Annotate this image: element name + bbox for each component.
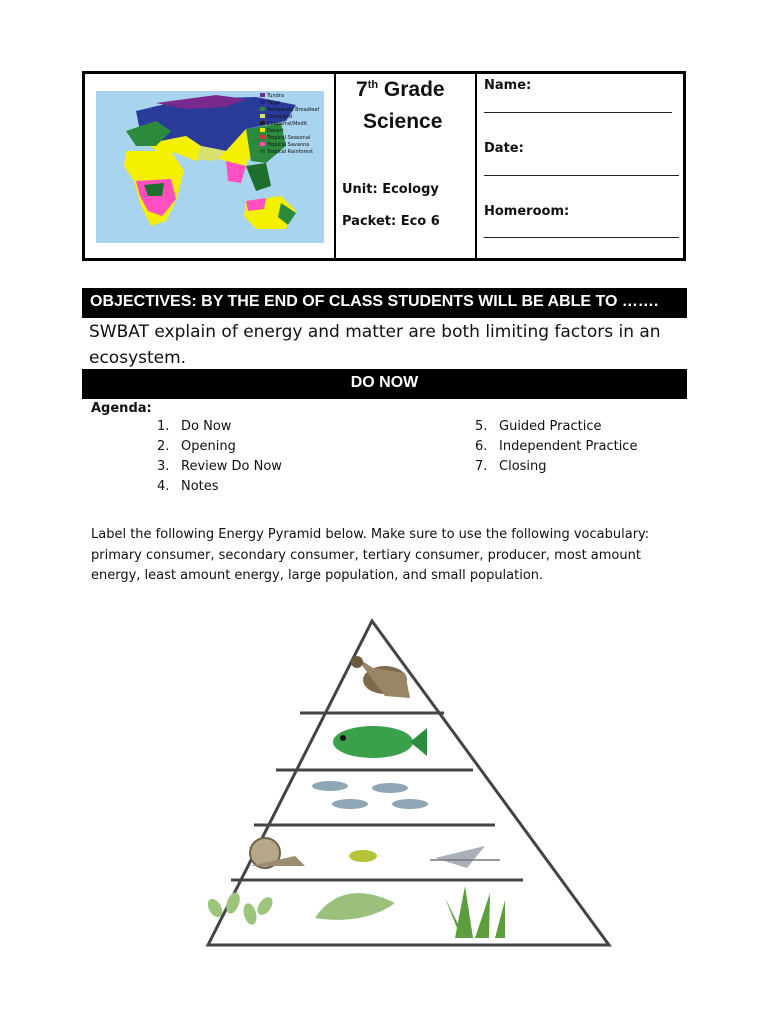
grade-title: 7th Grade	[356, 78, 445, 101]
subject-title: Science	[363, 110, 443, 133]
objective-text: SWBAT explain of energy and matter are both limiting factors in an ecosystem.	[89, 322, 661, 368]
homeroom-field[interactable]	[484, 237, 679, 238]
agenda-item: 4. Notes	[157, 479, 219, 494]
svg-text:Chaparral/Medit.: Chaparral/Medit.	[267, 121, 309, 127]
name-label: Name:	[484, 78, 532, 93]
agenda-label: Agenda:	[91, 401, 152, 416]
do-now-heading: DO NOW	[82, 369, 687, 399]
svg-text:Tropical Savanna: Tropical Savanna	[267, 142, 310, 148]
svg-text:Desert: Desert	[267, 128, 284, 134]
unit-label: Unit: Ecology	[342, 182, 439, 197]
name-field[interactable]	[484, 112, 672, 113]
tiny-fish-icon	[349, 850, 377, 862]
svg-text:Taiga: Taiga	[267, 100, 280, 106]
student-info-cell	[477, 74, 683, 258]
biome-map-image	[96, 91, 324, 243]
agenda-item: 6. Independent Practice	[475, 439, 638, 454]
instructions-text: Label the following Energy Pyramid below. Make sure to use the following vocabulary: primary consumer, secondary consumer, tertiary consumer, producer, most amount energy, least amount energy, large population, and small population.	[91, 527, 650, 583]
homeroom-label: Homeroom:	[484, 204, 570, 219]
biome-map-cell	[85, 74, 336, 258]
objectives-heading: OBJECTIVES: BY THE END OF CLASS STUDENTS WILL BE ABLE TO …….	[82, 288, 687, 318]
svg-text:Tropical Rainforest: Tropical Rainforest	[267, 149, 314, 155]
agenda-item: 3. Review Do Now	[157, 459, 282, 474]
energy-pyramid	[205, 618, 615, 952]
packet-label: Packet: Eco 6	[342, 214, 440, 229]
svg-text:Temperate Broadleaf: Temperate Broadleaf	[267, 107, 320, 113]
agenda-item: 7. Closing	[475, 459, 547, 474]
header-table	[82, 71, 686, 261]
agenda-item: 2. Opening	[157, 439, 236, 454]
svg-text:Tropical Seasonal: Tropical Seasonal	[267, 135, 311, 141]
date-label: Date:	[484, 141, 524, 156]
title-cell	[336, 74, 477, 258]
svg-text:Tundra: Tundra	[267, 93, 284, 99]
agenda-item: 1. Do Now	[157, 419, 232, 434]
agenda-item: 5. Guided Practice	[475, 419, 602, 434]
svg-text:Grassland: Grassland	[267, 114, 292, 120]
date-field[interactable]	[484, 175, 679, 176]
